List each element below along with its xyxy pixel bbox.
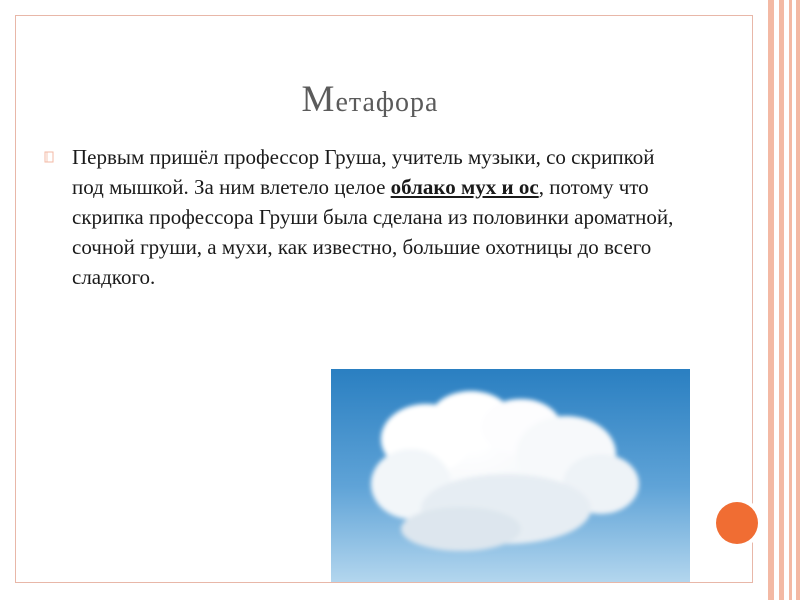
bullet-text-before: Первым пришёл профессор Груша, учитель музыки, со скрипкой под мышкой. За ним влетело целое xyxy=(72,145,655,199)
orange-circle xyxy=(712,498,762,548)
stripe xyxy=(779,0,784,600)
bullet-emphasis: облако мух и ос xyxy=(390,175,539,199)
slide-title xyxy=(250,78,490,121)
stripe xyxy=(768,0,774,600)
bullet-item xyxy=(42,142,682,292)
cloud-photo xyxy=(331,369,690,582)
stripe xyxy=(796,0,800,600)
bullet-text xyxy=(72,142,682,292)
title-rest: етафора xyxy=(335,87,439,118)
bullet-marker-icon xyxy=(42,150,56,164)
decorative-stripes xyxy=(766,0,800,600)
stripe xyxy=(789,0,792,600)
bullet-text-after: , потому что скрипка профессора Груши была сделана из половинки ароматной, сочной груши, а мухи, как известно, большие охотницы до всего сладкого. xyxy=(72,175,674,289)
title-initial: М xyxy=(301,79,336,120)
